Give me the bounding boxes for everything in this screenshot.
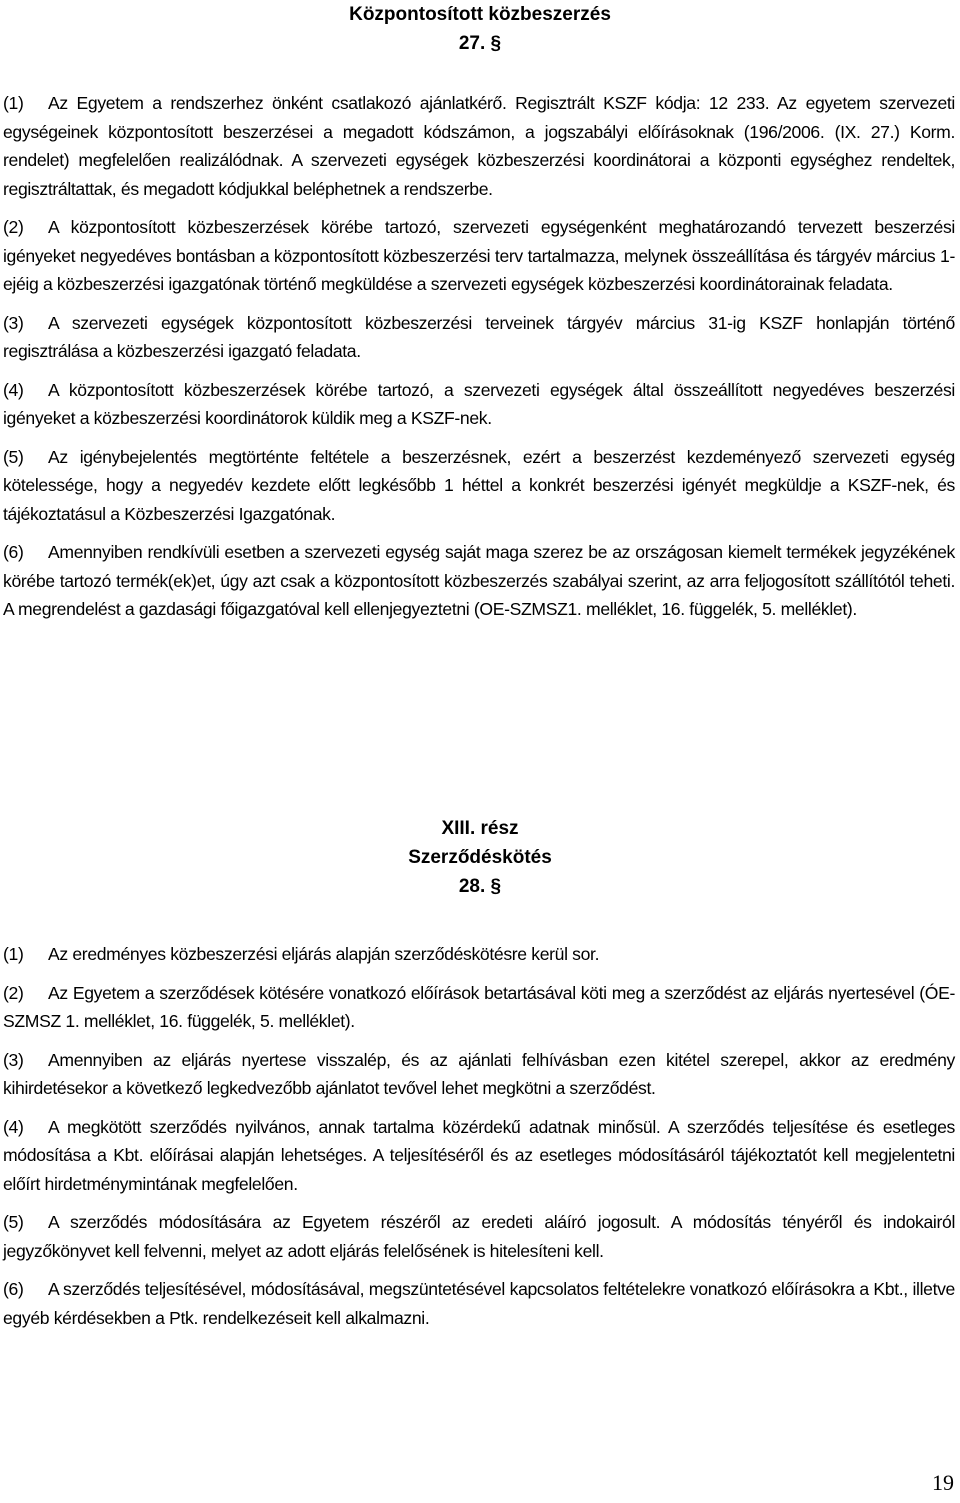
paragraph-number: (2) — [3, 217, 24, 237]
paragraph — [3, 1208, 955, 1265]
paragraph-text: Az Egyetem a szerződések kötésére vonatkozó előírások betartásával köti meg a szerződést az eljárás nyertesével (ÓE-SZMSZ 1. melléklet, 16. függelék, 5. melléklet). — [3, 982, 955, 1031]
paragraph-number: (3) — [3, 1049, 24, 1070]
paragraph-text: Az eredményes közbeszerzési eljárás alapján szerződéskötésre kerül sor. — [48, 944, 600, 964]
paragraph-number: (5) — [3, 446, 24, 467]
paragraph — [3, 443, 955, 529]
paragraph-text: A központosított közbeszerzések körébe tartozó, szervezeti egységenként meghatározandó tervezett beszerzési igényeket negyedéves bontásban a központosított közbeszerzési terv tartalmazza, melynek összeállítása és tárgyév március 1-ejéig a közbeszerzési igazgatónak történő megküldése a szervezeti egységek közbeszerzési koordinátorainak feladata. — [3, 217, 955, 294]
paragraph — [3, 979, 955, 1036]
section-title: Központosított közbeszerzés — [349, 4, 611, 25]
paragraph — [3, 89, 955, 203]
paragraph-number: (1) — [3, 944, 24, 964]
section-title: Szerződéskötés — [408, 847, 552, 868]
paragraph-text: Amennyiben az eljárás nyertese visszalép, és az ajánlati felhívásban ezen kitétel szerepel, akkor az eredmény kihirdetésekor a következő legkedvezőbb ajánlatot tevővel lehet megkötni a szerződést. — [3, 1049, 955, 1098]
section-body — [3, 89, 955, 634]
paragraph-sign: 28. § — [458, 876, 502, 897]
paragraph-text: A megkötött szerződés nyilvános, annak tartalma közérdekű adatnak minősül. A szerződés teljesítése és esetleges módosítása a Kbt. előírásai alapján lehetséges. A teljesítéséről és az esetleges módosításáról tájékoztatót kell megjelentetni előírt hirdetménymintának megfelelően. — [3, 1116, 955, 1194]
section-heading — [0, 814, 960, 901]
paragraph — [3, 940, 955, 969]
paragraph-text: A szerződés teljesítésével, módosításával, megszüntetésével kapcsolatos feltételekre vonatkozó előírásokra a Kbt., illetve egyéb kérdésekben a Ptk. rendelkezéseit kell alkalmazni. — [3, 1279, 955, 1328]
section-body — [3, 940, 955, 1342]
paragraph-number: (6) — [3, 1279, 24, 1299]
paragraph-number: (5) — [3, 1212, 24, 1232]
paragraph-number: (4) — [3, 1116, 24, 1137]
paragraph — [3, 1113, 955, 1199]
paragraph — [3, 309, 955, 366]
paragraph-text: A szerződés módosítására az Egyetem részéről az eredeti aláíró jogosult. A módosítás tényéről és indokairól jegyzőkönyvet kell felvenni, melyet az adott eljárás felelősének is hitelesíteni kell. — [3, 1212, 955, 1261]
paragraph — [3, 1046, 955, 1103]
paragraph-text: Az igénybejelentés megtörténte feltétele a beszerzésnek, ezért a beszerzést kezdeményező szervezeti egység kötelessége, hogy a negyedév kezdete előtt legkésőbb 1 héttel a konkrét beszerzési igényét megküldje a KSZF-nek, és tájékoztatásul a Közbeszerzési Igazgatónak. — [3, 446, 955, 524]
paragraph-text: Az Egyetem a rendszerhez önként csatlakozó ajánlatkérő. Regisztrált KSZF kódja: 12 233. Az egyetem szervezeti egységeinek központosított beszerzései a megadott kódszámon, a jogszabályi előírásoknak (196/2006. (IX. 27.) Korm. rendelet) megfelelően realizálódnak. A szervezeti egységek közbeszerzési koordinátorai a központi egységhez rendeltek, regisztráltattak, és megadott kódjukkal beléphetnek a rendszerbe. — [3, 93, 955, 199]
page-number: 19 — [932, 1470, 954, 1495]
paragraph-number: (6) — [3, 542, 24, 562]
paragraph-sign: 27. § — [458, 33, 502, 54]
paragraph — [3, 376, 955, 433]
section-heading — [0, 0, 960, 58]
paragraph — [3, 1275, 955, 1332]
paragraph-number: (4) — [3, 379, 24, 400]
paragraph-number: (3) — [3, 312, 24, 333]
paragraph-number: (2) — [3, 982, 24, 1003]
paragraph-text: A szervezeti egységek központosított közbeszerzési terveinek tárgyév március 31-ig KSZF honlapján történő regisztrálása a közbeszerzési igazgató feladata. — [3, 312, 955, 361]
paragraph-number: (1) — [3, 93, 24, 113]
paragraph-text: A központosított közbeszerzések körébe tartozó, a szervezeti egységek által összeállított negyedéves beszerzési igényeket a közbeszerzési koordinátorok küldik meg a KSZF-nek. — [3, 379, 955, 428]
paragraph — [3, 213, 955, 299]
paragraph — [3, 538, 955, 624]
part-label: XIII. rész — [441, 818, 519, 839]
paragraph-text: Amennyiben rendkívüli esetben a szervezeti egység saját maga szerez be az országosan kiemelt termékek jegyzékének körébe tartozó termék(ek)et, úgy azt csak a központosított közbeszerzés szabályai szerint, az arra feljogosított szállítótól teheti. A megrendelést a gazdasági főigazgatóval kell ellenjegyeztetni (OE-SZMSZ1. melléklet, 16. függelék, 5. melléklet). — [3, 542, 955, 619]
